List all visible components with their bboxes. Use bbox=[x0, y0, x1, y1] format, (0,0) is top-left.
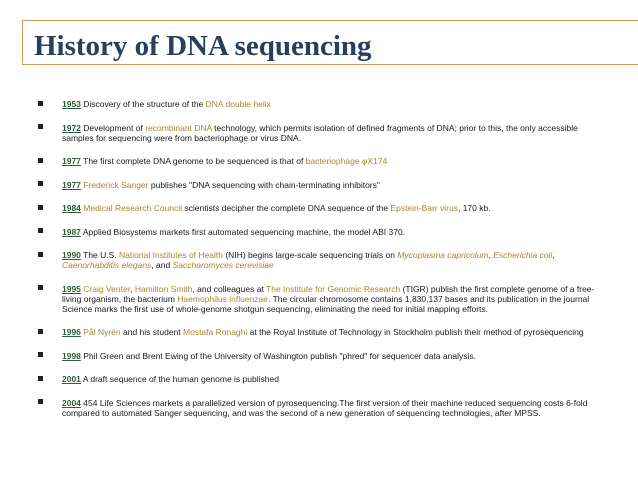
year-link[interactable]: 1977 bbox=[62, 156, 81, 166]
square-bullet-icon bbox=[38, 228, 43, 233]
square-bullet-icon bbox=[38, 329, 43, 334]
inline-link[interactable]: Hamilton Smith bbox=[134, 283, 193, 294]
square-bullet-icon bbox=[38, 181, 43, 186]
inline-link[interactable]: DNA double helix bbox=[205, 99, 271, 109]
year-link[interactable]: 1987 bbox=[62, 226, 81, 237]
entry-text: , bbox=[552, 250, 555, 260]
timeline-entry bbox=[38, 351, 610, 361]
left-rule bbox=[22, 20, 23, 63]
entry-text: , and colleagues at bbox=[192, 283, 267, 294]
timeline-entry bbox=[38, 327, 610, 337]
inline-link[interactable]: Medical Research Council bbox=[83, 203, 183, 213]
inline-link[interactable]: Haemophilus influenzae bbox=[177, 293, 269, 304]
entry-text: scientists decipher the complete DNA sequence of the bbox=[182, 203, 391, 213]
entry-text: , 170 kb. bbox=[457, 203, 491, 213]
entry-text: Development of bbox=[80, 122, 146, 133]
entry-text: (NIH) begins large-scale sequencing trials on bbox=[222, 250, 398, 260]
timeline-entry bbox=[38, 156, 610, 166]
entry-text: The first complete DNA genome to be sequenced is that of bbox=[80, 156, 306, 166]
title-underline bbox=[22, 64, 638, 65]
entry-text: at the Royal Institute of Technology in Stockholm publish their method of pyrosequencing bbox=[247, 327, 584, 337]
year-link[interactable]: 1977 bbox=[62, 179, 81, 190]
inline-link[interactable]: recombinant DNA bbox=[145, 122, 212, 133]
year-link[interactable]: 1990 bbox=[62, 250, 81, 260]
entry-text: , bbox=[130, 283, 135, 294]
inline-link[interactable]: Frederick Sanger bbox=[83, 179, 149, 190]
entry-text: . The circular chromosome contains 1,830,137 bases and its publication in the journal Science marks the first use of whole-genome shotgun sequencing, eliminating the need for initial mapping efforts. bbox=[62, 293, 590, 314]
entry-text: 454 Life Sciences markets a parallelized version of pyrosequencing.The first version of their machine reduced sequencing costs 6-fold compared to automated Sanger sequencing, and was the second of a new generation of sequencing technologies, after MPSS. bbox=[62, 397, 588, 418]
timeline-entry bbox=[38, 398, 610, 418]
square-bullet-icon bbox=[38, 205, 43, 210]
timeline-list bbox=[38, 99, 610, 431]
timeline-entry bbox=[38, 123, 610, 143]
year-link[interactable]: 1998 bbox=[62, 350, 81, 361]
inline-link[interactable]: The Institute for Genomic Research bbox=[266, 283, 401, 294]
inline-link[interactable]: Epstein-Barr virus bbox=[390, 203, 458, 213]
timeline-entry bbox=[38, 203, 610, 213]
entry-text: Applied Biosystems markets first automated sequencing machine, the model ABI 370. bbox=[80, 226, 406, 237]
timeline-entry bbox=[38, 99, 610, 109]
inline-link[interactable]: Caenorhabditis elegans bbox=[62, 260, 152, 270]
year-link[interactable]: 1953 bbox=[62, 99, 81, 109]
square-bullet-icon bbox=[38, 352, 43, 357]
inline-link[interactable]: Saccharomyces cerevisiae bbox=[172, 260, 274, 270]
square-bullet-icon bbox=[38, 101, 43, 106]
entry-text: technology, which permits isolation of defined fragments of DNA; prior to this, the only accessible samples for sequencing were from bacteriophage or virus DNA. bbox=[62, 122, 578, 143]
square-bullet-icon bbox=[38, 399, 43, 404]
square-bullet-icon bbox=[38, 158, 43, 163]
entry-text: , and bbox=[151, 260, 173, 270]
square-bullet-icon bbox=[38, 252, 43, 257]
year-link[interactable]: 1972 bbox=[62, 122, 81, 133]
inline-link[interactable]: National Institutes of Health bbox=[119, 250, 223, 260]
entry-text: and his student bbox=[120, 327, 184, 337]
inline-link[interactable]: bacteriophage φX174 bbox=[305, 156, 388, 166]
timeline-entry bbox=[38, 250, 610, 270]
year-link[interactable]: 1995 bbox=[62, 283, 81, 294]
year-link[interactable]: 1984 bbox=[62, 203, 81, 213]
entry-text: , bbox=[488, 250, 494, 260]
top-rule bbox=[22, 20, 638, 21]
timeline-entry bbox=[38, 284, 610, 314]
entry-text: A draft sequence of the human genome is published bbox=[80, 374, 279, 384]
year-link[interactable]: 2001 bbox=[62, 374, 81, 384]
inline-link[interactable]: Craig Venter bbox=[83, 283, 131, 294]
inline-link[interactable]: Pål Nyrén bbox=[83, 327, 121, 337]
timeline-entry bbox=[38, 180, 610, 190]
timeline-entry bbox=[38, 374, 610, 384]
entry-text: publishes "DNA sequencing with chain-terminating inhibitors" bbox=[148, 179, 380, 190]
entry-text: Phil Green and Brent Ewing of the University of Washington publish "phred" for sequencer data analysis. bbox=[80, 350, 476, 361]
year-link[interactable]: 2004 bbox=[62, 397, 81, 408]
entry-text: Discovery of the structure of the bbox=[80, 99, 206, 109]
entry-text: (TIGR) publish the first complete genome of a free-living organism, the bacterium bbox=[62, 283, 595, 304]
year-link[interactable]: 1996 bbox=[62, 327, 81, 337]
square-bullet-icon bbox=[38, 124, 43, 129]
inline-link[interactable]: Mostafa Ronaghi bbox=[183, 327, 248, 337]
square-bullet-icon bbox=[38, 285, 43, 290]
square-bullet-icon bbox=[38, 376, 43, 381]
entry-text: The U.S. bbox=[80, 250, 120, 260]
slide-title: History of DNA sequencing bbox=[34, 30, 372, 62]
inline-link[interactable]: Escherichia coli bbox=[493, 250, 553, 260]
timeline-entry bbox=[38, 227, 610, 237]
inline-link[interactable]: Mycoplasma capricolum bbox=[397, 250, 489, 260]
